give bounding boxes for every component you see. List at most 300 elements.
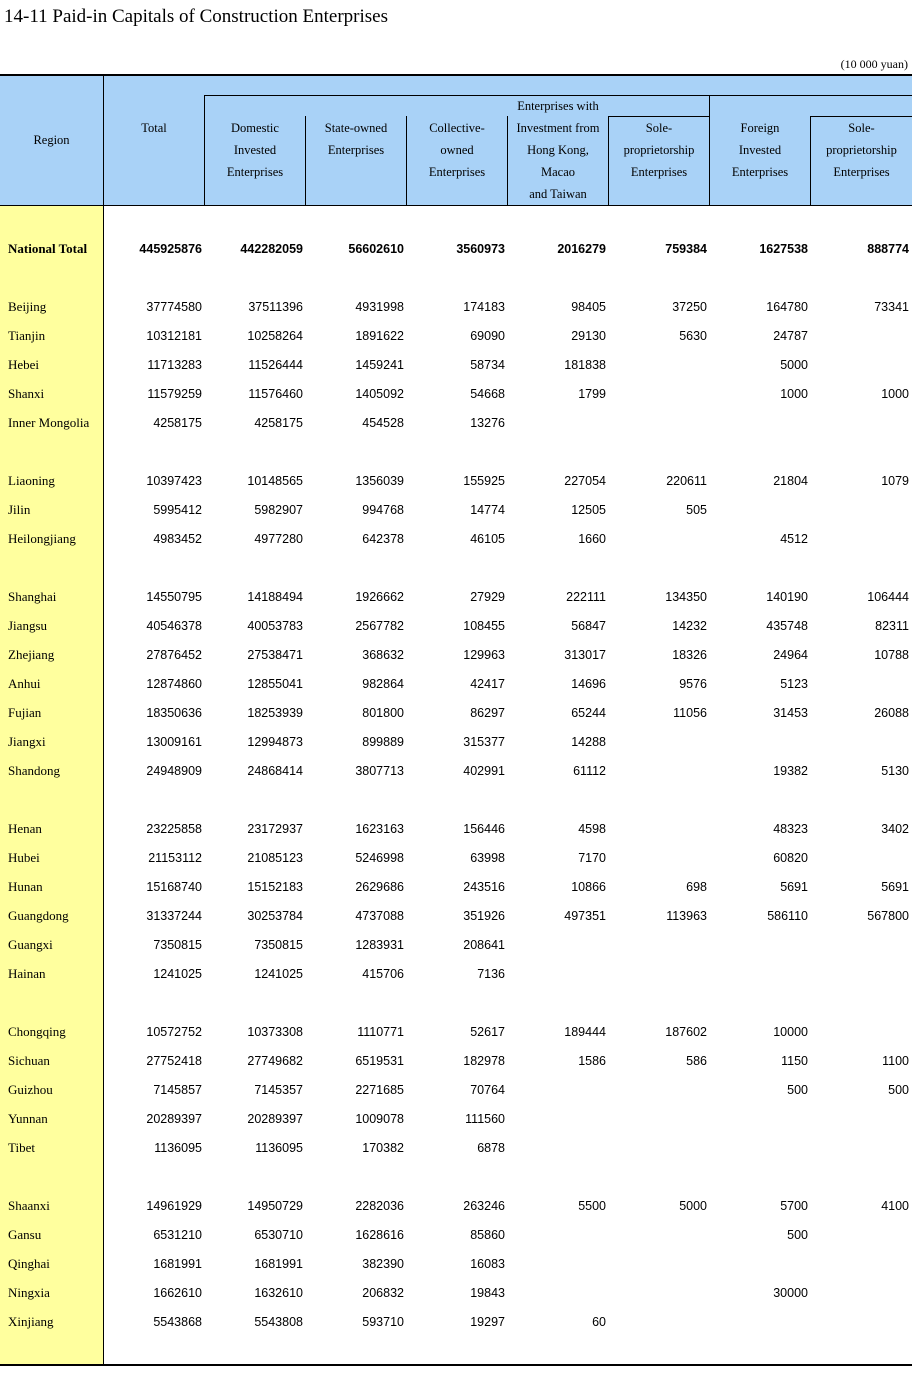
header-line: Domestic — [231, 121, 279, 135]
value-cell: 13276 — [470, 416, 505, 430]
value-cell: 14288 — [571, 735, 606, 749]
value-cell: 20289397 — [247, 1112, 303, 1126]
header-line: Enterprises — [226, 165, 284, 179]
value-cell: 12505 — [571, 503, 606, 517]
value-cell: 106444 — [867, 590, 909, 604]
table-row — [0, 1253, 912, 1275]
value-cell: 7170 — [578, 851, 606, 865]
value-cell: 14950729 — [247, 1199, 303, 1213]
value-cell: 56847 — [571, 619, 606, 633]
value-cell: 208641 — [463, 938, 505, 952]
value-cell: 567800 — [867, 909, 909, 923]
value-cell: 1283931 — [355, 938, 404, 952]
header-line: Invested — [738, 143, 782, 157]
value-cell: 5700 — [780, 1199, 808, 1213]
value-cell: 108455 — [463, 619, 505, 633]
value-cell: 14188494 — [247, 590, 303, 604]
value-cell: 1000 — [780, 387, 808, 401]
table-row-total — [0, 238, 912, 260]
value-cell: 85860 — [470, 1228, 505, 1242]
value-cell: 12994873 — [247, 735, 303, 749]
value-cell: 1405092 — [355, 387, 404, 401]
header-region: Region — [33, 133, 70, 147]
value-cell: 63998 — [470, 851, 505, 865]
value-cell: 1356039 — [355, 474, 404, 488]
value-cell: 69090 — [470, 329, 505, 343]
value-cell: 86297 — [470, 706, 505, 720]
table-row — [0, 963, 912, 985]
value-cell: 243516 — [463, 880, 505, 894]
region-cell: Shaanxi — [8, 1198, 50, 1213]
value-cell: 1241025 — [254, 967, 303, 981]
value-cell: 1110771 — [357, 1025, 404, 1039]
value-cell: 46105 — [470, 532, 505, 546]
value-cell: 593710 — [362, 1315, 404, 1329]
value-cell: 27538471 — [247, 648, 303, 662]
value-cell: 4737088 — [355, 909, 404, 923]
value-cell: 315377 — [463, 735, 505, 749]
value-cell: 1150 — [781, 1054, 808, 1068]
value-cell: 24868414 — [247, 764, 303, 778]
region-cell: Qinghai — [8, 1256, 50, 1271]
value-cell: 187602 — [665, 1025, 707, 1039]
table-row — [0, 1050, 912, 1072]
value-cell: 1799 — [578, 387, 606, 401]
header-line: Sole- — [848, 121, 875, 135]
value-cell: 698 — [686, 880, 707, 894]
value-cell: 134350 — [665, 590, 707, 604]
value-cell: 2567782 — [355, 619, 404, 633]
value-cell: 111560 — [465, 1112, 505, 1126]
value-cell: 23225858 — [146, 822, 202, 836]
value-cell: 1136095 — [255, 1141, 303, 1155]
value-cell: 351926 — [463, 909, 505, 923]
value-cell: 10373308 — [247, 1025, 303, 1039]
value-cell: 2016279 — [557, 242, 606, 256]
table-row — [0, 731, 912, 753]
value-cell: 30000 — [773, 1286, 808, 1300]
header-line: Foreign — [740, 121, 780, 135]
value-cell: 6519531 — [355, 1054, 404, 1068]
value-cell: 4100 — [881, 1199, 909, 1213]
header-line: Macao — [540, 165, 575, 179]
value-cell: 129963 — [463, 648, 505, 662]
value-cell: 27876452 — [146, 648, 202, 662]
header-line: Enterprises — [327, 143, 385, 157]
value-cell: 23172937 — [247, 822, 303, 836]
value-cell: 6878 — [477, 1141, 505, 1155]
value-cell: 155925 — [463, 474, 505, 488]
value-cell: 11579259 — [147, 387, 202, 401]
region-cell: Guangxi — [8, 937, 53, 952]
value-cell: 1241025 — [153, 967, 202, 981]
value-cell: 10866 — [571, 880, 606, 894]
header-line: Enterprises with — [517, 99, 599, 113]
header-line: Collective- — [429, 121, 485, 135]
region-cell: Hubei — [8, 850, 40, 865]
region-column — [0, 205, 103, 1364]
value-cell: 12874860 — [146, 677, 202, 691]
value-cell: 70764 — [470, 1083, 505, 1097]
value-cell: 5982907 — [254, 503, 303, 517]
region-cell: Tibet — [8, 1140, 35, 1155]
value-cell: 29130 — [571, 329, 606, 343]
value-cell: 10788 — [874, 648, 909, 662]
value-cell: 181838 — [564, 358, 606, 372]
value-cell: 11713283 — [147, 358, 202, 372]
value-cell: 888774 — [867, 242, 909, 256]
value-cell: 4258175 — [153, 416, 202, 430]
value-cell: 1623163 — [355, 822, 404, 836]
table-row — [0, 818, 912, 840]
header-total: Total — [141, 121, 167, 135]
value-cell: 899889 — [362, 735, 404, 749]
value-cell: 14550795 — [146, 590, 202, 604]
header-line: Hong Kong, — [527, 143, 589, 157]
table-row — [0, 1079, 912, 1101]
value-cell: 500 — [787, 1228, 808, 1242]
value-cell: 21804 — [773, 474, 808, 488]
value-cell: 5691 — [780, 880, 808, 894]
value-cell: 642378 — [362, 532, 404, 546]
value-cell: 10258264 — [247, 329, 303, 343]
value-cell: 5543808 — [254, 1315, 303, 1329]
table-row — [0, 644, 912, 666]
value-cell: 4512 — [780, 532, 808, 546]
value-cell: 82311 — [875, 619, 909, 633]
region-cell: Shandong — [8, 763, 60, 778]
region-cell: Gansu — [8, 1227, 42, 1242]
value-cell: 19297 — [470, 1315, 505, 1329]
value-cell: 4977280 — [254, 532, 303, 546]
value-cell: 313017 — [564, 648, 606, 662]
region-cell: Henan — [8, 821, 42, 836]
value-cell: 2271685 — [355, 1083, 404, 1097]
value-cell: 1000 — [881, 387, 909, 401]
table-row — [0, 702, 912, 724]
table-row — [0, 528, 912, 550]
region-cell: Guangdong — [8, 908, 69, 923]
value-cell: 1681991 — [254, 1257, 303, 1271]
region-cell: Anhui — [8, 676, 41, 691]
header-sole-foreign — [811, 117, 912, 183]
table-row — [0, 1195, 912, 1217]
value-cell: 3402 — [881, 822, 909, 836]
value-cell: 21085123 — [247, 851, 303, 865]
value-cell: 263246 — [463, 1199, 505, 1213]
region-cell: Hebei — [8, 357, 40, 372]
value-cell: 10572752 — [146, 1025, 202, 1039]
value-cell: 98405 — [571, 300, 606, 314]
region-cell: Sichuan — [8, 1053, 50, 1068]
region-cell: Inner Mongolia — [8, 415, 90, 430]
value-cell: 11526444 — [248, 358, 303, 372]
region-cell: Beijing — [8, 299, 47, 314]
value-cell: 60820 — [773, 851, 808, 865]
value-cell: 18350636 — [146, 706, 202, 720]
value-cell: 6530710 — [254, 1228, 303, 1242]
value-cell: 1009078 — [355, 1112, 404, 1126]
value-cell: 73341 — [874, 300, 909, 314]
value-cell: 40546378 — [146, 619, 202, 633]
table-row — [0, 1137, 912, 1159]
header-line: Enterprises — [630, 165, 688, 179]
value-cell: 189444 — [564, 1025, 606, 1039]
value-cell: 60 — [592, 1315, 606, 1329]
value-cell: 3807713 — [355, 764, 404, 778]
value-cell: 4598 — [578, 822, 606, 836]
region-cell: National Total — [8, 241, 88, 256]
table-row — [0, 847, 912, 869]
value-cell: 10312181 — [146, 329, 202, 343]
table-row — [0, 296, 912, 318]
value-cell: 58734 — [470, 358, 505, 372]
region-cell: Shanghai — [8, 589, 57, 604]
header-domestic — [205, 117, 305, 183]
value-cell: 31337244 — [146, 909, 202, 923]
table-row — [0, 586, 912, 608]
value-cell: 113963 — [666, 909, 707, 923]
value-cell: 1681991 — [153, 1257, 202, 1271]
header-collective — [407, 117, 507, 183]
value-cell: 368632 — [362, 648, 404, 662]
value-cell: 435748 — [766, 619, 808, 633]
value-cell: 1136095 — [154, 1141, 202, 1155]
value-cell: 206832 — [362, 1286, 404, 1300]
value-cell: 14961929 — [146, 1199, 202, 1213]
value-cell: 4983452 — [153, 532, 202, 546]
region-cell: Jiangxi — [8, 734, 46, 749]
header-line: proprietorship — [826, 143, 897, 157]
header-line: Investment from — [516, 121, 600, 135]
table-row — [0, 1108, 912, 1130]
value-cell: 442282059 — [240, 242, 303, 256]
value-cell: 14774 — [470, 503, 505, 517]
region-cell: Xinjiang — [8, 1314, 54, 1329]
value-cell: 11056 — [673, 706, 707, 720]
value-cell: 220611 — [666, 474, 707, 488]
value-cell: 227054 — [564, 474, 606, 488]
value-cell: 10000 — [773, 1025, 808, 1039]
value-cell: 18253939 — [247, 706, 303, 720]
value-cell: 2629686 — [355, 880, 404, 894]
value-cell: 37250 — [672, 300, 707, 314]
value-cell: 15152183 — [247, 880, 303, 894]
value-cell: 52617 — [470, 1025, 505, 1039]
value-cell: 1926662 — [355, 590, 404, 604]
value-cell: 7136 — [477, 967, 505, 981]
value-cell: 415706 — [362, 967, 404, 981]
value-cell: 182978 — [463, 1054, 505, 1068]
value-cell: 222111 — [566, 590, 606, 604]
value-cell: 14696 — [571, 677, 606, 691]
region-cell: Guizhou — [8, 1082, 53, 1097]
value-cell: 19843 — [470, 1286, 505, 1300]
value-cell: 1891622 — [355, 329, 404, 343]
region-cell: Fujian — [8, 705, 42, 720]
table-row — [0, 876, 912, 898]
value-cell: 1662610 — [153, 1286, 202, 1300]
value-cell: 4931998 — [355, 300, 404, 314]
table-row — [0, 1224, 912, 1246]
region-cell: Jilin — [8, 502, 31, 517]
value-cell: 3560973 — [456, 242, 505, 256]
header-sole-hkmt — [609, 117, 709, 183]
bottom-rule — [0, 1364, 912, 1366]
table-row — [0, 1021, 912, 1043]
value-cell: 5995412 — [153, 503, 202, 517]
value-cell: 24964 — [773, 648, 808, 662]
value-cell: 9576 — [679, 677, 707, 691]
value-cell: 27752418 — [146, 1054, 202, 1068]
header-line: proprietorship — [623, 143, 695, 157]
value-cell: 19382 — [773, 764, 808, 778]
value-cell: 7350815 — [254, 938, 303, 952]
value-cell: 54668 — [470, 387, 505, 401]
table-row — [0, 1282, 912, 1304]
value-cell: 1628616 — [355, 1228, 404, 1242]
value-cell: 18326 — [672, 648, 707, 662]
value-cell: 30253784 — [247, 909, 303, 923]
value-cell: 10397423 — [146, 474, 202, 488]
value-cell: 31453 — [773, 706, 808, 720]
region-cell: Hainan — [8, 966, 46, 981]
header-state-owned — [306, 117, 406, 161]
table-row — [0, 354, 912, 376]
value-cell: 1100 — [882, 1054, 909, 1068]
table-row — [0, 470, 912, 492]
table-row — [0, 760, 912, 782]
value-cell: 10148565 — [247, 474, 303, 488]
header-line: Enterprises — [428, 165, 486, 179]
value-cell: 5246998 — [355, 851, 404, 865]
header-line: and Taiwan — [529, 187, 587, 201]
value-cell: 7145857 — [153, 1083, 202, 1097]
value-cell: 5000 — [679, 1199, 707, 1213]
header-line: Sole- — [645, 121, 673, 135]
header-line: Invested — [233, 143, 277, 157]
table-row — [0, 615, 912, 637]
value-cell: 500 — [888, 1083, 909, 1097]
value-cell: 454528 — [362, 416, 404, 430]
table-row — [0, 325, 912, 347]
value-cell: 5123 — [780, 677, 808, 691]
value-cell: 7145357 — [254, 1083, 303, 1097]
region-cell: Hunan — [8, 879, 43, 894]
table-row — [0, 499, 912, 521]
table-row — [0, 673, 912, 695]
value-cell: 1459241 — [355, 358, 404, 372]
value-cell: 26088 — [874, 706, 909, 720]
value-cell: 24787 — [773, 329, 808, 343]
header-line: owned — [440, 143, 474, 157]
value-cell: 24948909 — [146, 764, 202, 778]
value-cell: 13009161 — [146, 735, 202, 749]
value-cell: 505 — [686, 503, 707, 517]
value-cell: 759384 — [665, 242, 707, 256]
region-cell: Jiangsu — [8, 618, 47, 633]
value-cell: 140190 — [766, 590, 808, 604]
value-cell: 37774580 — [146, 300, 202, 314]
value-cell: 7350815 — [153, 938, 202, 952]
value-cell: 4258175 — [254, 416, 303, 430]
value-cell: 1627538 — [759, 242, 808, 256]
value-cell: 445925876 — [139, 242, 202, 256]
value-cell: 48323 — [773, 822, 808, 836]
value-cell: 1079 — [881, 474, 909, 488]
region-cell: Zhejiang — [8, 647, 55, 662]
value-cell: 14232 — [672, 619, 707, 633]
value-cell: 27749682 — [247, 1054, 303, 1068]
value-cell: 56602610 — [348, 242, 404, 256]
table-row — [0, 1311, 912, 1333]
value-cell: 21153112 — [148, 851, 202, 865]
header-bottom-rule — [0, 205, 912, 206]
header-line: Enterprises — [731, 165, 789, 179]
value-cell: 2282036 — [355, 1199, 404, 1213]
value-cell: 994768 — [362, 503, 404, 517]
value-cell: 1586 — [578, 1054, 606, 1068]
value-cell: 65244 — [571, 706, 606, 720]
value-cell: 586 — [686, 1054, 707, 1068]
value-cell: 801800 — [362, 706, 404, 720]
value-cell: 586110 — [767, 909, 808, 923]
value-cell: 5000 — [780, 358, 808, 372]
value-cell: 5130 — [881, 764, 909, 778]
value-cell: 500 — [787, 1083, 808, 1097]
value-cell: 1660 — [578, 532, 606, 546]
value-cell: 982864 — [362, 677, 404, 691]
region-cell: Chongqing — [8, 1024, 66, 1039]
value-cell: 174183 — [463, 300, 505, 314]
table-title: 14-11 Paid-in Capitals of Construction Enterprises — [4, 6, 388, 27]
value-cell: 42417 — [470, 677, 505, 691]
region-cell: Ningxia — [8, 1285, 50, 1300]
unit-label: (10 000 yuan) — [840, 57, 908, 71]
table-row — [0, 412, 912, 434]
value-cell: 5543868 — [153, 1315, 202, 1329]
header-line: Enterprises — [833, 165, 890, 179]
value-cell: 497351 — [564, 909, 606, 923]
region-cell: Yunnan — [8, 1111, 48, 1126]
value-cell: 164780 — [766, 300, 808, 314]
value-cell: 11576460 — [248, 387, 303, 401]
value-cell: 61112 — [573, 764, 606, 778]
value-cell: 156446 — [463, 822, 505, 836]
value-cell: 6531210 — [153, 1228, 202, 1242]
value-cell: 16083 — [470, 1257, 505, 1271]
value-cell: 40053783 — [247, 619, 303, 633]
header-foreign — [710, 117, 810, 183]
value-cell: 5630 — [679, 329, 707, 343]
table-row — [0, 905, 912, 927]
value-cell: 402991 — [463, 764, 505, 778]
value-cell: 382390 — [362, 1257, 404, 1271]
value-cell: 27929 — [470, 590, 505, 604]
value-cell: 5691 — [881, 880, 909, 894]
table-row — [0, 383, 912, 405]
region-cell: Tianjin — [8, 328, 46, 343]
value-cell: 12855041 — [247, 677, 303, 691]
value-cell: 170382 — [362, 1141, 404, 1155]
value-cell: 5500 — [578, 1199, 606, 1213]
region-cell: Shanxi — [8, 386, 45, 401]
region-cell: Liaoning — [8, 473, 55, 488]
header-hkmt — [508, 95, 608, 205]
value-cell: 20289397 — [146, 1112, 202, 1126]
table-row — [0, 934, 912, 956]
value-cell: 15168740 — [146, 880, 202, 894]
